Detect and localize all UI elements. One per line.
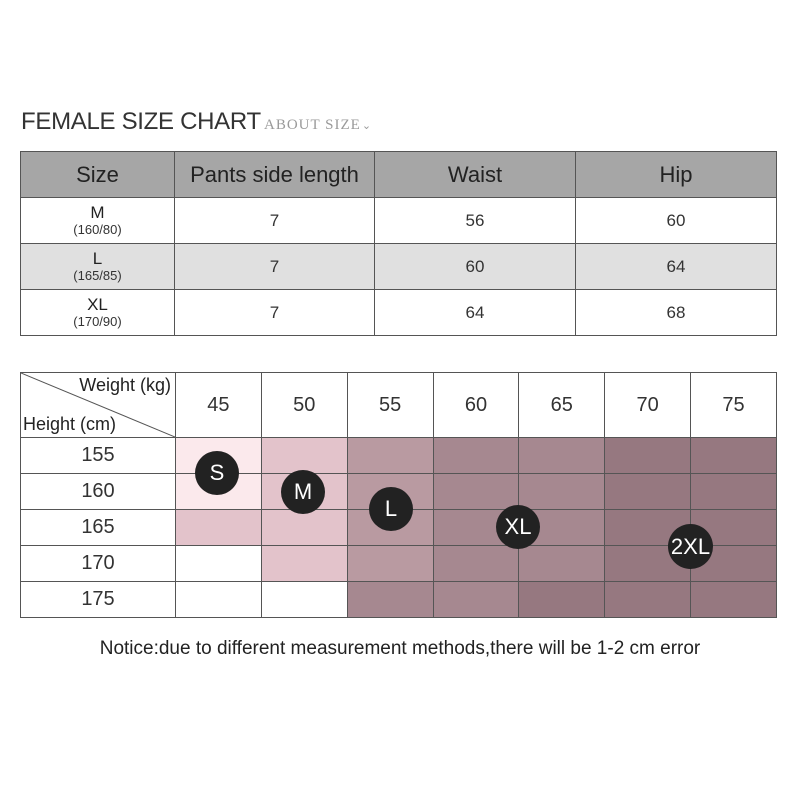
weight-column-header: 55 <box>347 373 433 438</box>
weight-column-header: 60 <box>433 373 519 438</box>
waist-cell: 64 <box>375 290 576 336</box>
grid-cell <box>433 438 519 474</box>
grid-cell <box>519 582 605 618</box>
grid-cell <box>691 438 777 474</box>
header-waist: Waist <box>375 152 576 198</box>
height-row-header: 170 <box>21 546 176 582</box>
grid-cell <box>605 438 691 474</box>
grid-cell <box>176 546 262 582</box>
pants-side-length-cell: 7 <box>175 244 375 290</box>
height-bust-label: (170/90) <box>73 314 122 329</box>
grid-cell <box>519 474 605 510</box>
pants-side-length-cell: 7 <box>175 290 375 336</box>
about-size-label: ABOUT SIZE <box>264 117 361 133</box>
hip-cell: 64 <box>576 244 777 290</box>
grid-cell <box>261 582 347 618</box>
size-cell <box>21 244 175 290</box>
waist-cell: 60 <box>375 244 576 290</box>
size-cell <box>21 198 175 244</box>
hip-cell: 60 <box>576 198 777 244</box>
pants-side-length-cell: 7 <box>175 198 375 244</box>
size-badge-l: L <box>369 487 413 531</box>
measurement-notice: Notice:due to different measurement methods,there will be 1-2 cm error <box>99 638 701 659</box>
size-label: L <box>92 249 103 268</box>
size-table-header-row <box>21 152 777 198</box>
grid-cell <box>519 546 605 582</box>
grid-cell <box>433 474 519 510</box>
grid-cell <box>605 582 691 618</box>
weight-column-header: 45 <box>176 373 262 438</box>
grid-cell <box>261 438 347 474</box>
table-row <box>21 582 777 618</box>
height-row-header: 165 <box>21 510 176 546</box>
size-badge-s: S <box>195 451 239 495</box>
table-row <box>21 438 777 474</box>
header-hip: Hip <box>576 152 777 198</box>
grid-cell <box>347 546 433 582</box>
weight-column-header: 50 <box>261 373 347 438</box>
size-badge-2xl: 2XL <box>668 524 713 569</box>
grid-cell <box>176 582 262 618</box>
grid-cell <box>261 510 347 546</box>
grid-cell <box>433 546 519 582</box>
size-measurement-table <box>20 151 777 336</box>
height-row-header: 155 <box>21 438 176 474</box>
grid-cell <box>261 546 347 582</box>
hip-cell: 68 <box>576 290 777 336</box>
grid-corner-cell <box>21 373 176 438</box>
about-size-link[interactable] <box>264 117 372 134</box>
grid-cell <box>176 510 262 546</box>
weight-header-row <box>21 373 777 438</box>
height-row-header: 160 <box>21 474 176 510</box>
weight-column-header: 75 <box>691 373 777 438</box>
chevron-down-icon: ⌄ <box>361 120 373 132</box>
size-badge-xl: XL <box>496 505 540 549</box>
table-row <box>21 546 777 582</box>
height-axis-label: Height (cm) <box>23 414 117 434</box>
weight-axis-label: Weight (kg) <box>79 375 171 395</box>
grid-cell <box>347 582 433 618</box>
height-bust-label: (160/80) <box>73 222 122 237</box>
grid-cell <box>519 438 605 474</box>
table-row <box>21 198 777 244</box>
weight-column-header: 70 <box>605 373 691 438</box>
grid-cell <box>347 438 433 474</box>
header-size: Size <box>21 152 175 198</box>
table-row <box>21 290 777 336</box>
grid-cell <box>691 582 777 618</box>
size-label: M <box>90 203 105 222</box>
grid-cell <box>605 474 691 510</box>
height-bust-label: (165/85) <box>73 268 122 283</box>
size-label: XL <box>87 295 108 314</box>
chart-title: FEMALE SIZE CHART <box>21 108 261 135</box>
height-row-header: 175 <box>21 582 176 618</box>
size-cell <box>21 290 175 336</box>
grid-cell <box>433 582 519 618</box>
header-pants-side-length: Pants side length <box>175 152 375 198</box>
weight-column-header: 65 <box>519 373 605 438</box>
table-row <box>21 244 777 290</box>
grid-cell <box>691 474 777 510</box>
waist-cell: 56 <box>375 198 576 244</box>
size-badge-m: M <box>281 470 325 514</box>
